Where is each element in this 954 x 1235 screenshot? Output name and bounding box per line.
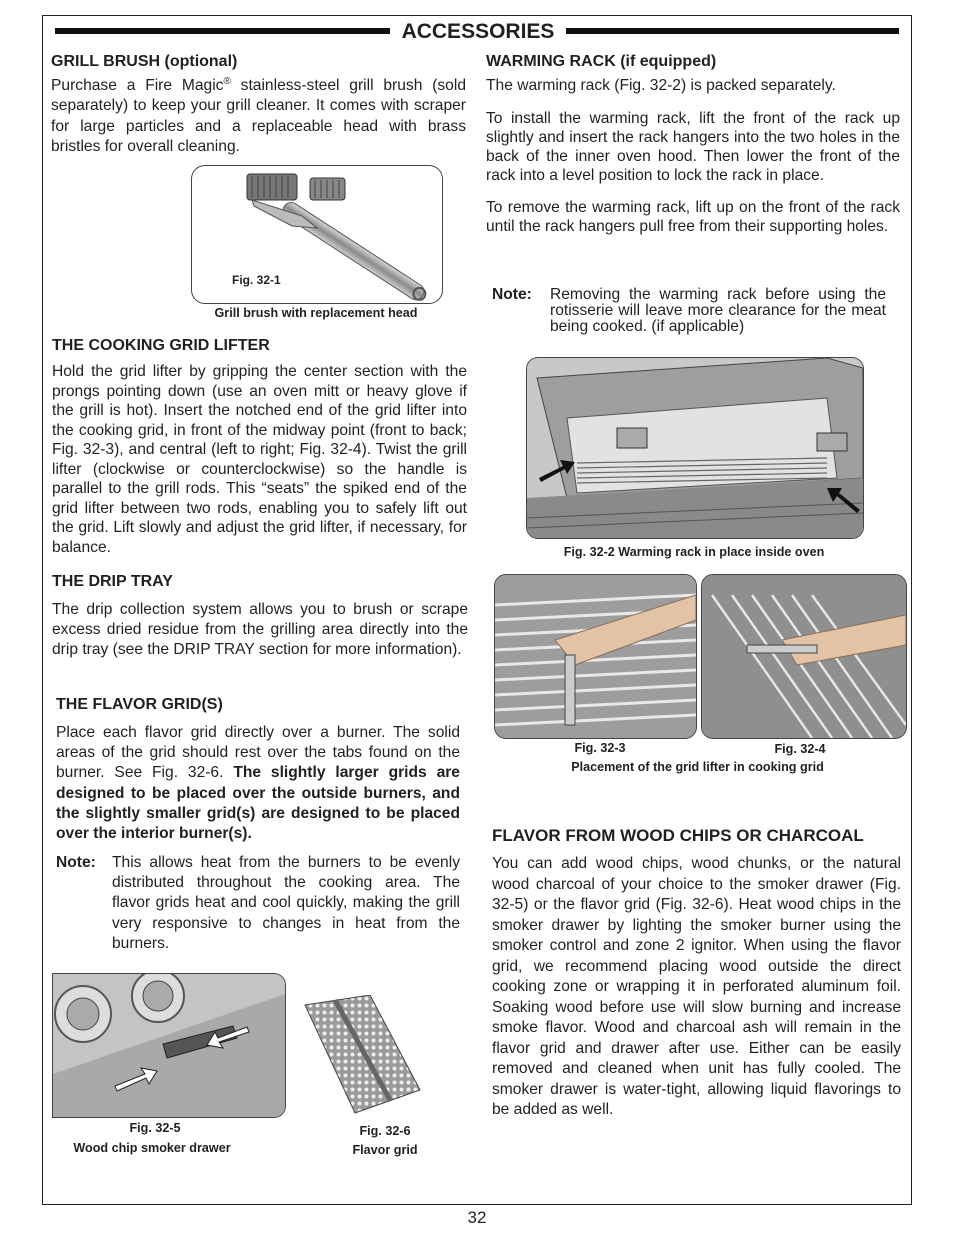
fig-32-3-lifter-image [494,574,697,739]
fig-32-1-label: Fig. 32-1 [232,273,281,287]
registered-mark: ® [223,76,231,87]
note-text: Removing the warming rack before using the rotisserie will leave more clearance for the meat being cooked. (if applicable) [550,286,886,335]
page-number: 32 [467,1208,487,1227]
fig-32-5-smoker-drawer-image [52,973,286,1118]
note-label: Note: [492,286,532,303]
grill-brush-body: Purchase a Fire Magic® stainless-steel grill brush (sold separately) to keep your grill cleaner. It comes with scraper for large particles and a replaceable head with brass bristles for overall cleaning. [51,76,466,155]
fig-32-5-caption: Wood chip smoker drawer [73,1141,231,1155]
page-title: ACCESSORIES [401,20,555,43]
grill-brush-heading: GRILL BRUSH (optional) [51,53,238,70]
wood-chips-body: You can add wood chips, wood chunks, or the natural wood charcoal of your choice to the smoker drawer (Fig. 32-5) or the flavor grid (Fig. 32-6). Heat wood chips in the smoker drawer by lighting the smoker burner using the smoker control and zone 2 ignitor. When using the flavor grid, we recommend placing wood outside the direct cooking zone or wrapping it in perforated aluminum foil. Soaking wood before use will slow burning and increase smoke flavor. Wood and charcoal ash will remain in the flavor grid and drawer after use. Either can be easily removed and cleaned when unit has fully cooled. The smoker drawer is water-tight, allowing liquid flavorings to be added as well. [492,855,901,1118]
warming-rack-heading: WARMING RACK (if equipped) [486,53,717,70]
fig-32-6-caption: Flavor grid [352,1143,418,1157]
fig-32-1-caption: Grill brush with replacement head [214,306,418,320]
fig-32-5-label: Fig. 32-5 [129,1121,181,1135]
flavor-grids-heading: THE FLAVOR GRID(S) [56,696,223,713]
warming-rack-p1: The warming rack (Fig. 32-2) is packed separately. [486,77,836,94]
drip-tray-heading: THE DRIP TRAY [52,573,173,590]
fig-32-2-caption: Fig. 32-2 Warming rack in place inside oven [563,545,825,559]
warming-rack-p2: To install the warming rack, lift the front of the rack up slightly and insert the rack hangers into the two holes in the back of the inner oven hood. Then lower the front of the rack into a level position to lock the rack in place. [486,110,900,184]
note-text: This allows heat from the burners to be evenly distributed throughout the cooking area. The flavor grids heat and cool quickly, making the grill very responsive to changes in heat from the burners. [112,854,460,952]
fig-32-6-label: Fig. 32-6 [359,1124,411,1138]
fig-32-3-label: Fig. 32-3 [574,741,626,755]
fig-32-4-lifter-image [701,574,907,739]
grid-lifter-body: Hold the grid lifter by gripping the center section with the prongs pointing down (use an oven mitt or heavy glove if the grill is hot). Insert the notched end of the grid lifter into the cooking grid, in front of the midway point (front to back; Fig. 32-3), and central (left to right; Fig. 32-4). Twist the grill lifter (clockwise or counterclockwise) so the handle is parallel to the grill rods. This “seats” the spiked end of the grid lifter between two rods, enabling you to safely lift out the grid. Lift slowly and adjust the grid lifter, if necessary, for balance. [52,363,467,556]
drip-tray-body: The drip collection system allows you to brush or scrape excess dried residue from the grilling area directly into the drip tray (see the DRIP TRAY section for more information). [52,601,468,659]
fig-32-4-label: Fig. 32-4 [774,742,826,756]
fig-32-3-4-caption: Placement of the grid lifter in cooking grid [571,760,824,774]
flavor-grids-body: Place each flavor grid directly over a burner. The solid areas of the grid should rest over the tabs found on the burner. See Fig. 32-6. The slightly larger grids are designed to be placed over the outside burners, and the slightly smaller grid(s) are designed to be placed over the interior burner(s). [56,724,460,843]
grid-lifter [565,655,575,725]
fig-32-1-grill-brush-image [191,165,443,304]
warming-rack-p3: To remove the warming rack, lift up on the front of the rack until the rack hangers pull free from their supporting holes. [486,199,900,235]
header-rule-left [55,28,390,34]
grill-brush-illustration [192,166,442,303]
fig-32-6-flavor-grid-image [300,995,425,1115]
header-rule-right [566,28,899,34]
wood-chips-heading: FLAVOR FROM WOOD CHIPS OR CHARCOAL [492,826,864,845]
fig-32-2-warming-rack-image [526,357,864,539]
grid-lifter [747,645,817,653]
grid-lifter-heading: THE COOKING GRID LIFTER [52,337,270,354]
note-label: Note: [56,854,96,871]
